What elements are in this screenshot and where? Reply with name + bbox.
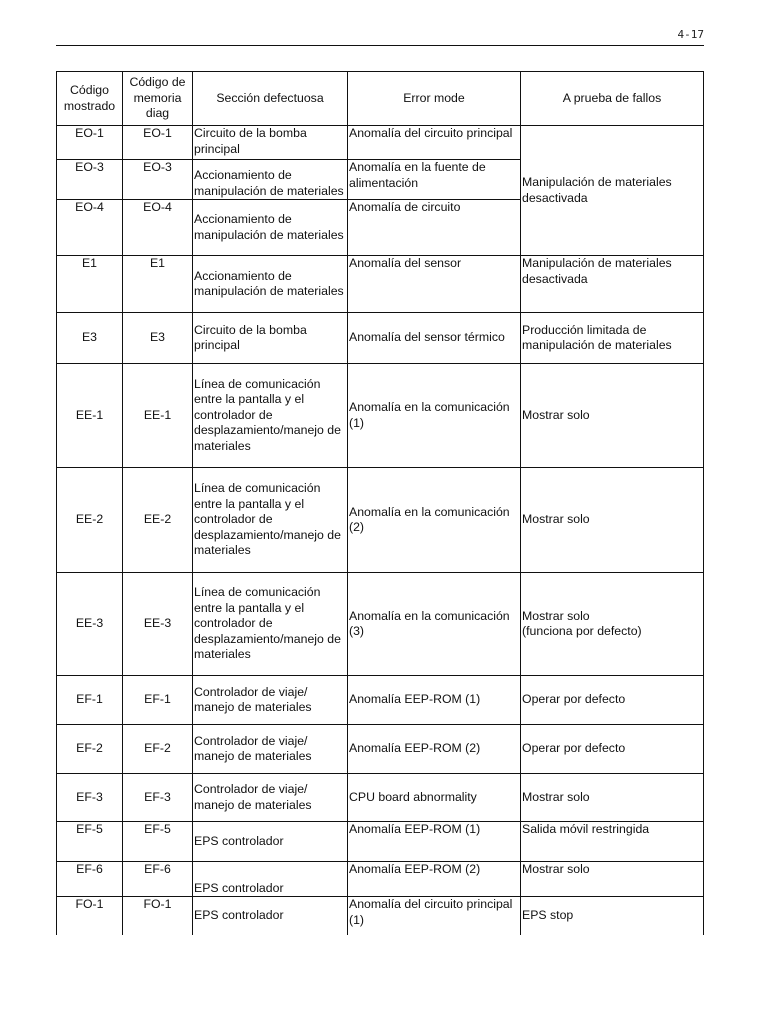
cell-section: Controlador de viaje/ manejo de materiales [193,774,348,822]
cell-section: Circuito de la bomba principal [193,313,348,364]
cell-code: EF-3 [57,774,123,822]
cell-code: EE-1 [57,364,123,468]
cell-section: Circuito de la bomba principal [193,126,348,160]
cell-code: FO-1 [57,897,123,935]
header-code-memory: Código de memoria diag [123,72,193,126]
cell-memory: EE-1 [123,364,193,468]
cell-failsafe: Operar por defecto [521,725,704,774]
cell-memory: FO-1 [123,897,193,935]
cell-code: E3 [57,313,123,364]
cell-failsafe: Operar por defecto [521,676,704,725]
table-row [57,897,704,935]
cell-error: Anomalía de circuito [348,200,521,256]
cell-code: EF-5 [57,822,123,862]
cell-error: Anomalía del sensor térmico [348,313,521,364]
cell-error: Anomalía en la comunicación (2) [348,468,521,573]
table-row [57,822,704,862]
table-row [57,774,704,822]
cell-memory: EO-1 [123,126,193,160]
cell-code: EE-3 [57,573,123,676]
cell-memory: EE-2 [123,468,193,573]
header-rule [56,45,704,46]
cell-section: Línea de comunicación entre la pantalla y el controlador de desplazamiento/manejo de materiales [193,364,348,468]
page-number: 4-17 [677,28,704,41]
cell-failsafe: Producción limitada de manipulación de materiales [521,313,704,364]
cell-section: Línea de comunicación entre la pantalla y el controlador de desplazamiento/manejo de materiales [193,573,348,676]
cell-memory: EF-1 [123,676,193,725]
cell-section: Línea de comunicación entre la pantalla y el controlador de desplazamiento/manejo de materiales [193,468,348,573]
header-failsafe: A prueba de fallos [521,72,704,126]
table-row [57,468,704,573]
header-section: Sección defectuosa [193,72,348,126]
cell-code: EF-2 [57,725,123,774]
cell-error: Anomalía EEP-ROM (2) [348,725,521,774]
cell-code: EE-2 [57,468,123,573]
cell-section: Controlador de viaje/ manejo de materiales [193,676,348,725]
cell-code: E1 [57,256,123,313]
cell-error: Anomalía del circuito principal (1) [348,897,521,935]
cell-memory: EF-2 [123,725,193,774]
cell-section: Accionamiento de manipulación de materiales [193,256,348,313]
cell-memory: E1 [123,256,193,313]
cell-code: EF-6 [57,862,123,897]
table-row [57,725,704,774]
cell-memory: EE-3 [123,573,193,676]
cell-error: Anomalía EEP-ROM (2) [348,862,521,897]
cell-section: EPS controlador [193,862,348,897]
table-row [57,256,704,313]
cell-failsafe: Salida móvil restringida [521,822,704,862]
error-code-table [56,71,704,935]
cell-failsafe-merged: Manipulación de materiales desactivada [521,126,704,256]
cell-error: Anomalía EEP-ROM (1) [348,822,521,862]
cell-error: Anomalía EEP-ROM (1) [348,676,521,725]
cell-failsafe: Mostrar solo [521,862,704,897]
header-error-mode: Error mode [348,72,521,126]
cell-memory: EF-3 [123,774,193,822]
table-row [57,573,704,676]
table-row [57,126,704,160]
cell-code: EF-1 [57,676,123,725]
table-header-row [57,72,704,126]
cell-failsafe: Mostrar solo (funciona por defecto) [521,573,704,676]
table-row [57,862,704,897]
cell-section: Accionamiento de manipulación de materiales [193,200,348,256]
table-row [57,364,704,468]
cell-memory: E3 [123,313,193,364]
cell-code: EO-1 [57,126,123,160]
cell-error: Anomalía del circuito principal [348,126,521,160]
cell-error: Anomalía en la fuente de alimentación [348,160,521,200]
cell-failsafe: Mostrar solo [521,364,704,468]
cell-failsafe: Mostrar solo [521,774,704,822]
cell-section: Accionamiento de manipulación de materiales [193,160,348,200]
table-row [57,313,704,364]
cell-memory: EO-3 [123,160,193,200]
cell-failsafe: Manipulación de materiales desactivada [521,256,704,313]
cell-failsafe: Mostrar solo [521,468,704,573]
cell-memory: EF-6 [123,862,193,897]
cell-failsafe: EPS stop [521,897,704,935]
cell-section: EPS controlador [193,897,348,935]
cell-code: EO-4 [57,200,123,256]
cell-memory: EF-5 [123,822,193,862]
cell-code: EO-3 [57,160,123,200]
cell-memory: EO-4 [123,200,193,256]
header-code-shown: Código mostrado [57,72,123,126]
cell-section: Controlador de viaje/ manejo de materiales [193,725,348,774]
cell-error: Anomalía en la comunicación (3) [348,573,521,676]
cell-section: EPS controlador [193,822,348,862]
table-row [57,676,704,725]
cell-error: Anomalía en la comunicación (1) [348,364,521,468]
cell-error: CPU board abnormality [348,774,521,822]
cell-error: Anomalía del sensor [348,256,521,313]
